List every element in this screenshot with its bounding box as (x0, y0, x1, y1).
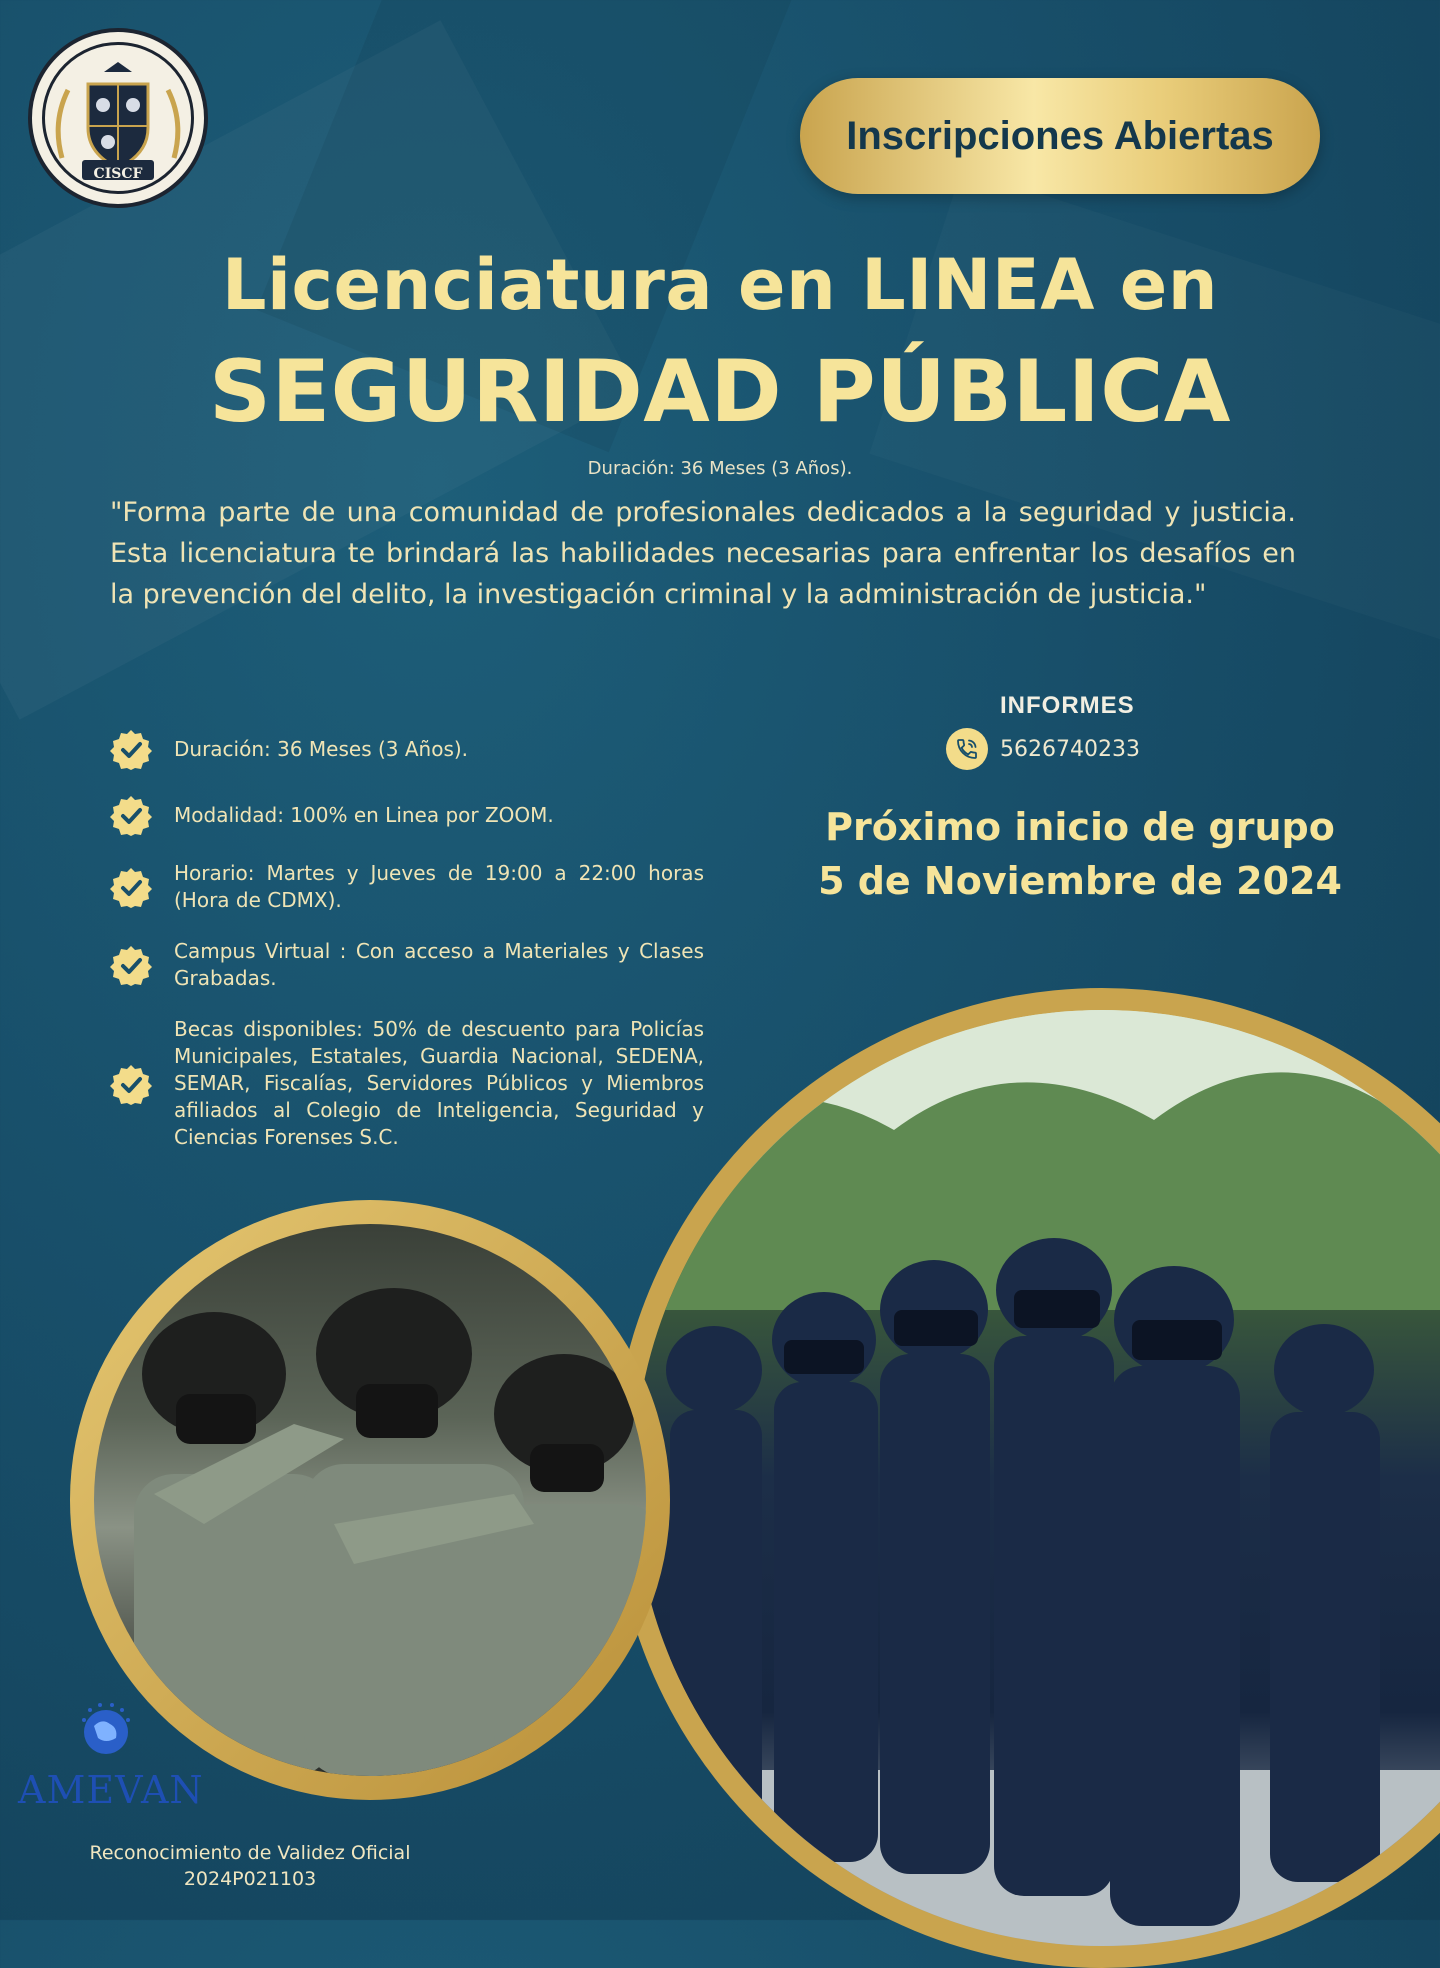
intro-quote: "Forma parte de una comunidad de profesionales dedicados a la seguridad y justicia. Esta licenciatura te brindará las habilidades necesarias para enfrentar los desafíos en la prevención del delito, la investigación criminal y la administración de justicia." (110, 497, 1296, 610)
duration-subtitle: Duración: 36 Meses (3 Años). (587, 458, 853, 479)
list-item (110, 860, 704, 914)
feature-list (110, 728, 704, 1175)
feature-text: Modalidad: 100% en Linea por ZOOM. (174, 802, 554, 827)
next-group-line1: Próximo inicio de grupo (825, 805, 1335, 849)
ciscf-logo (28, 28, 208, 208)
feature-text: Campus Virtual : Con acceso a Materiales y Clases Grabadas. (174, 939, 704, 990)
check-badge-icon (110, 866, 152, 908)
rvoe-notice (40, 1840, 460, 1892)
banner-label: Inscripciones Abiertas (846, 113, 1274, 158)
next-group-line2: 5 de Noviembre de 2024 (818, 859, 1342, 903)
amevan-logo (18, 1700, 204, 1812)
amevan-text: AMEVAN (18, 1768, 204, 1812)
feature-text: Horario: Martes y Jueves de 19:00 a 22:00 horas (Hora de CDMX). (174, 861, 704, 912)
title-line1: Licenciatura en LINEA en (221, 244, 1219, 326)
rvoe-line1: Reconocimiento de Validez Oficial (89, 1842, 411, 1864)
list-item (110, 938, 704, 992)
rvoe-line2: 2024P021103 (183, 1868, 317, 1890)
list-item (110, 794, 704, 836)
list-item (110, 728, 704, 770)
police-officers-photo (612, 988, 1440, 1968)
enrollment-banner (800, 78, 1320, 194)
check-badge-icon (110, 1063, 152, 1105)
info-title: INFORMES (1000, 692, 1135, 719)
officers-illustration (634, 1010, 1440, 1946)
globe-icon (76, 1700, 136, 1760)
feature-text: Duración: 36 Meses (3 Años). (174, 736, 469, 761)
check-badge-icon (110, 944, 152, 986)
feature-text: Becas disponibles: 50% de descuento para Policías Municipales, Estatales, Guardia Nacional, SEDENA, SEMAR, Fiscalías, Servidores Públicos y Miembros afiliados al Colegio de Inteligencia, Seguridad y Ciencias Forenses S.C. (174, 1017, 704, 1149)
phone-icon (946, 728, 988, 770)
guards-illustration (94, 1224, 646, 1776)
phone-contact[interactable] (946, 728, 1140, 770)
logo-abbr: CISCF (93, 166, 143, 182)
check-badge-icon (110, 728, 152, 770)
check-badge-icon (110, 794, 152, 836)
next-group-notice (760, 800, 1400, 908)
list-item (110, 1016, 704, 1151)
title-line2: SEGURIDAD PÚBLICA (209, 342, 1231, 442)
phone-number: 5626740233 (1000, 736, 1140, 762)
